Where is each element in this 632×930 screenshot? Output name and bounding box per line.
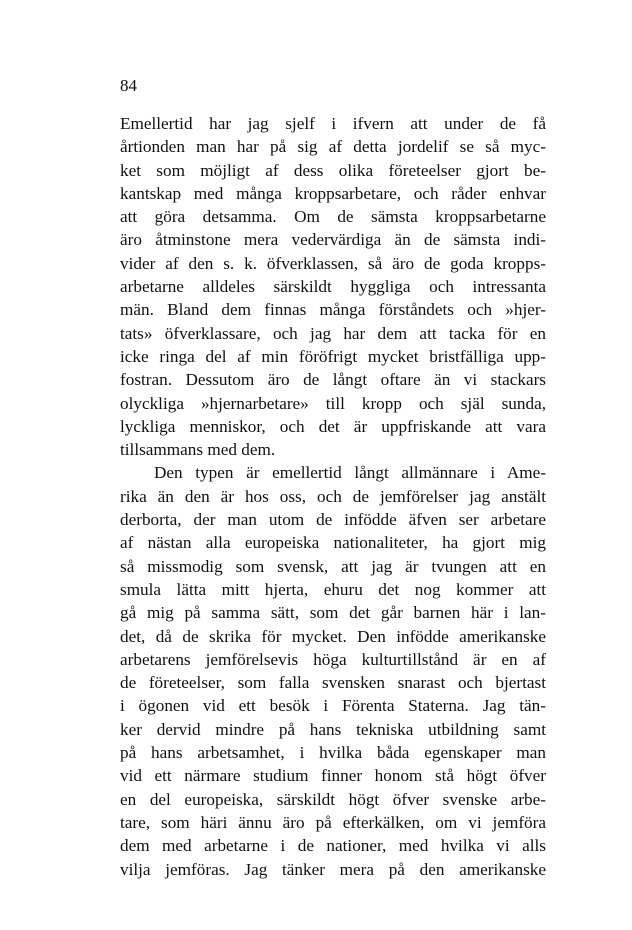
text-line: dem med arbetarne i de nationer, med hvilka vi alls	[120, 836, 546, 856]
paragraph-1	[120, 112, 546, 461]
text-line: det, då de skrika för mycket. Den infödde amerikanske	[120, 626, 546, 646]
text-line: arbetarens jemförelsevis höga kulturtillstånd är en af	[120, 649, 546, 669]
text-line: derborta, der man utom de infödde äfven ser arbetare	[120, 510, 546, 530]
text-line: årtionden man har på sig af detta jordelif se så myc-	[120, 137, 546, 157]
text-line: ker dervid mindre på hans tekniska utbildning samt	[120, 719, 546, 739]
text-line: vilja jemföras. Jag tänker mera på den amerikanske	[120, 859, 546, 879]
text-line: Emellertid har jag sjelf i ifvern att under de få	[120, 114, 546, 133]
text-line: icke ringa del af min föröfrigt mycket bristfälliga upp-	[120, 346, 546, 366]
text-line: i ögonen vid ett besök i Förenta Staterna. Jag tän-	[120, 696, 546, 716]
text-line: smula lätta mitt hjerta, ehuru det nog kommer att	[120, 579, 546, 599]
text-line: vid ett närmare studium finner honom stå högt öfver	[120, 766, 546, 786]
text-line: tare, som häri ännu äro på efterkälken, om vi jemföra	[120, 812, 546, 832]
text-line: äro åtminstone mera vedervärdiga än de sämsta indi-	[120, 230, 546, 250]
text-line: ket som möjligt af dess olika företeelser gjort be-	[120, 160, 546, 180]
text-line: vider af den s. k. öfverklassen, så äro de goda kropps-	[120, 253, 546, 273]
paragraph-2	[120, 461, 546, 880]
text-line: olyckliga »hjernarbetare» till kropp och själ sunda,	[120, 393, 546, 413]
text-line: män. Bland dem finnas många förståndets och »hjer-	[120, 300, 546, 320]
text-line: rika än den är hos oss, och de jemförelser jag anstält	[120, 486, 546, 506]
text-line: på hans arbetsamhet, i hvilka båda egenskaper man	[120, 743, 546, 763]
text-line: fostran. Dessutom äro de långt oftare än vi stackars	[120, 370, 546, 390]
body-text	[120, 112, 546, 881]
text-line: arbetarne alldeles särskildt hyggliga och intressanta	[120, 277, 546, 297]
text-line: tillsammans med dem.	[120, 440, 276, 460]
text-line: lyckliga menniskor, och det är uppfriskande att vara	[120, 416, 546, 436]
text-line: gå mig på samma sätt, som det går barnen här i lan-	[120, 603, 546, 623]
text-line: de företeelser, som falla svensken snarast och bjertast	[120, 673, 546, 693]
text-line: Den typen är emellertid långt allmännare i Ame-	[154, 463, 546, 483]
text-line: kantskap med många kroppsarbetare, och råder enhvar	[120, 183, 546, 203]
text-line: en del europeiska, särskildt högt öfver svenske arbe-	[120, 789, 546, 809]
text-line: så missmodig som svensk, att jag är tvungen att en	[120, 556, 546, 576]
text-line: tats» öfverklassare, och jag har dem att tacka för en	[120, 323, 546, 343]
text-line: af nästan alla europeiska nationaliteter, ha gjort mig	[120, 533, 546, 553]
page-number: 84	[120, 76, 137, 95]
text-line: att göra detsamma. Om de sämsta kroppsarbetarne	[120, 207, 546, 227]
